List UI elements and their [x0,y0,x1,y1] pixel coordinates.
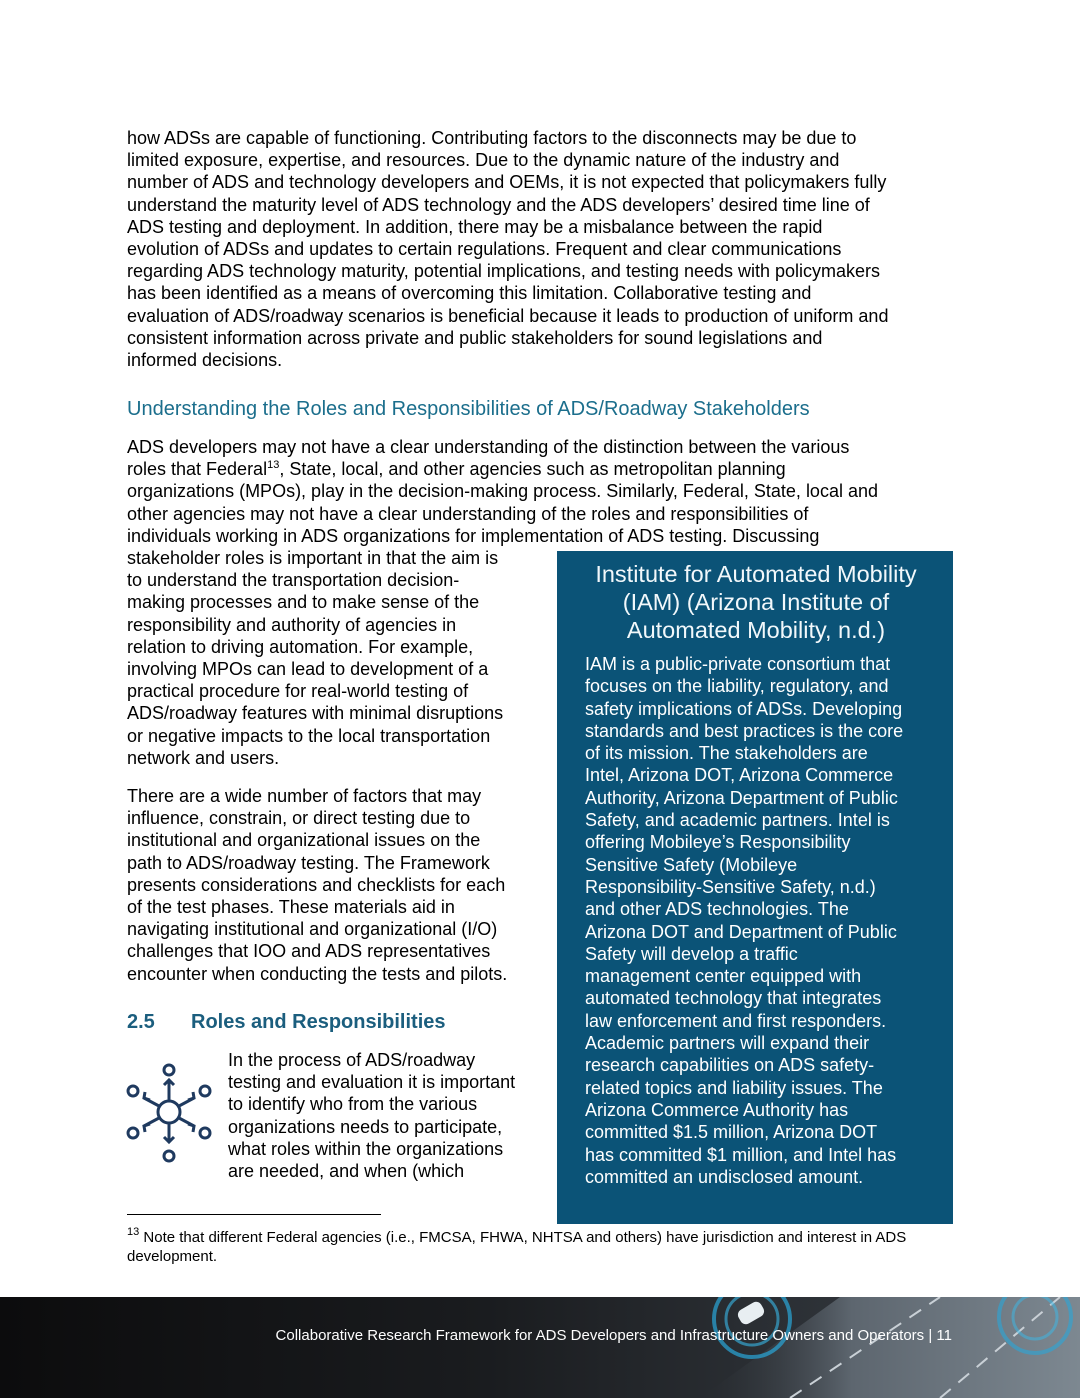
intro-line: limited exposure, expertise, and resources. Due to the dynamic nature of the industry and [127,150,840,171]
section-2-5-line: are needed, and when (which [228,1161,465,1182]
roles-line: making processes and to make sense of the [127,592,480,613]
sidebar-body-line: related topics and liability issues. The [585,1077,883,1098]
section-2-5-line: to identify who from the various [228,1094,478,1115]
page-footer [0,1297,1080,1398]
intro-line: number of ADS and technology developers and OEMs, it is not expected that policymakers fully [127,172,887,193]
sidebar-title-line: Institute for Automated Mobility [595,561,917,587]
roles-line: other agencies may not have a clear understanding of the roles and responsibilities of [127,503,809,524]
road-car-graphic [640,1297,1080,1398]
roles-line: practical procedure for real-world testing of [127,681,469,702]
sidebar-title-line: Automated Mobility, n.d.) [626,617,886,643]
sidebar-body-line: IAM is a public-private consortium that [585,654,891,674]
sidebar-body-line: committed $1.5 million, Arizona DOT [585,1122,878,1143]
intro-line: has been identified as a means of overcoming this limitation. Collaborative testing and [127,283,812,304]
intro-line: how ADSs are capable of functioning. Contributing factors to the disconnects may be due to [127,128,857,148]
factors-line: presents considerations and checklists for each [127,874,506,895]
section-heading-roles: Understanding the Roles and Responsibilities of ADS/Roadway Stakeholders [127,398,810,420]
roles-line: individuals working in ADS organizations for implementation of ADS testing. Discussing [127,525,820,546]
sidebar-body-line: of its mission. The stakeholders are [585,743,868,764]
footnote-rule [127,1214,381,1215]
footnote-text: Note that different Federal agencies (i.e., FMCSA, FHWA, NHTSA and others) have jurisdiction and interest in ADS development. [127,1229,907,1265]
sidebar-body-line: Responsibility-Sensitive Safety, n.d.) [585,876,876,897]
sidebar-body-line: Academic partners will expand their [585,1033,870,1054]
roles-line: relation to driving automation. For example, [127,636,474,657]
sidebar-body-line: Arizona DOT and Department of Public [585,921,897,942]
section-2-5-paragraph [228,1049,515,1182]
footer-separator: | [928,1327,933,1344]
section-2-5-line: In the process of ADS/roadway [228,1050,476,1070]
intro-line: evaluation of ADS/roadway scenarios is beneficial because it leads to production of uniform and [127,305,889,326]
roles-line: responsibility and authority of agencies in [127,614,457,635]
factors-line: path to ADS/roadway testing. The Framework [127,852,490,873]
intro-line: informed decisions. [127,350,283,371]
intro-line: consistent information across private and public stakeholders for sound legislations and [127,327,823,348]
footnote-number: 13 [127,1226,140,1238]
section-2-5-line: what roles within the organizations [228,1138,504,1159]
sidebar-body-line: focuses on the liability, regulatory, and [585,676,889,697]
roles-line-2: roles that Federal$^{13}$, State, local, and other agencies such as metropolitan planning [127,459,786,480]
sidebar-body-line: Safety will develop a traffic [585,943,798,964]
sidebar-body-line: offering Mobileye’s Responsibility [585,832,851,853]
sidebar-body-line: Safety, and academic partners. Intel is [585,810,890,831]
factors-line: institutional and organizational issues on the [127,830,481,851]
sidebar-body-line: Sensitive Safety (Mobileye [585,854,798,875]
factors-line: encounter when conducting the tests and pilots. [127,963,508,984]
factors-line: There are a wide number of factors that may [127,786,482,806]
sidebar-body-line: Intel, Arizona DOT, Arizona Commerce [585,765,894,786]
roles-line: to understand the transportation decision- [127,570,460,591]
footnote-ref[interactable]: 13 [267,459,280,472]
footer-title: Collaborative Research Framework for ADS Developers and Infrastructure Owners and Operators [275,1327,925,1344]
sidebar-body [585,653,927,1188]
sidebar-title-line: (IAM) (Arizona Institute of [622,589,890,615]
factors-paragraph [127,785,507,985]
sidebar-body-line: standards and best practices is the core [585,720,904,741]
sidebar-body-line: and other ADS technologies. The [585,899,849,920]
section-2-5-heading [127,1011,446,1034]
roles-line: ADS/roadway features with minimal disruptions [127,703,504,724]
sidebar-body-line: has committed $1 million, and Intel has [585,1144,897,1165]
iam-sidebar [557,551,953,1224]
sidebar-body-line: law enforcement and first responders. [585,1010,887,1031]
section-number: 2.5 [127,1011,155,1033]
section-2-5-line: testing and evaluation it is important [228,1072,516,1093]
sidebar-body-line: safety implications of ADSs. Developing [585,698,903,719]
roles-line: involving MPOs can lead to development of a [127,659,489,680]
network-hub-icon [124,1062,214,1166]
section-2-5-line: organizations needs to participate, [228,1116,503,1137]
roles-line-1: ADS developers may not have a clear understanding of the distinction between the various [127,437,850,457]
page-number: 11 [936,1327,952,1344]
footnote-13 [127,1226,927,1266]
roles-line: network and users. [127,747,280,768]
intro-paragraph [127,127,888,371]
sidebar-body-line: automated technology that integrates [585,988,882,1009]
footer-text [276,1327,952,1344]
sidebar-body-line: Authority, Arizona Department of Public [585,787,898,808]
factors-line: challenges that IOO and ADS representatives [127,941,491,962]
roles-line: stakeholder roles is important in that the aim is [127,548,499,569]
factors-line: influence, constrain, or direct testing due to [127,808,471,829]
roles-line: organizations (MPOs), play in the decision-making process. Similarly, Federal, State, local and [127,481,878,502]
sidebar-body-line: management center equipped with [585,966,862,987]
roles-line: or negative impacts to the local transportation [127,725,491,746]
section-title: Roles and Responsibilities [191,1011,446,1033]
sidebar-body-line: committed an undisclosed amount. [585,1166,864,1187]
sidebar-body-line: Arizona Commerce Authority has [585,1099,849,1120]
sidebar-body-line: research capabilities on ADS safety- [585,1055,875,1076]
factors-line: navigating institutional and organizational (I/O) [127,919,498,940]
intro-line: regarding ADS technology maturity, potential implications, and testing needs with policymakers [127,261,881,282]
sidebar-title [585,560,927,644]
intro-line: ADS testing and deployment. In addition, there may be a misbalance between the rapid [127,216,823,237]
intro-line: evolution of ADSs and updates to certain regulations. Frequent and clear communications [127,239,842,260]
factors-line: of the test phases. These materials aid in [127,897,455,918]
intro-line: understand the maturity level of ADS technology and the ADS developers’ desired time line of [127,194,870,215]
